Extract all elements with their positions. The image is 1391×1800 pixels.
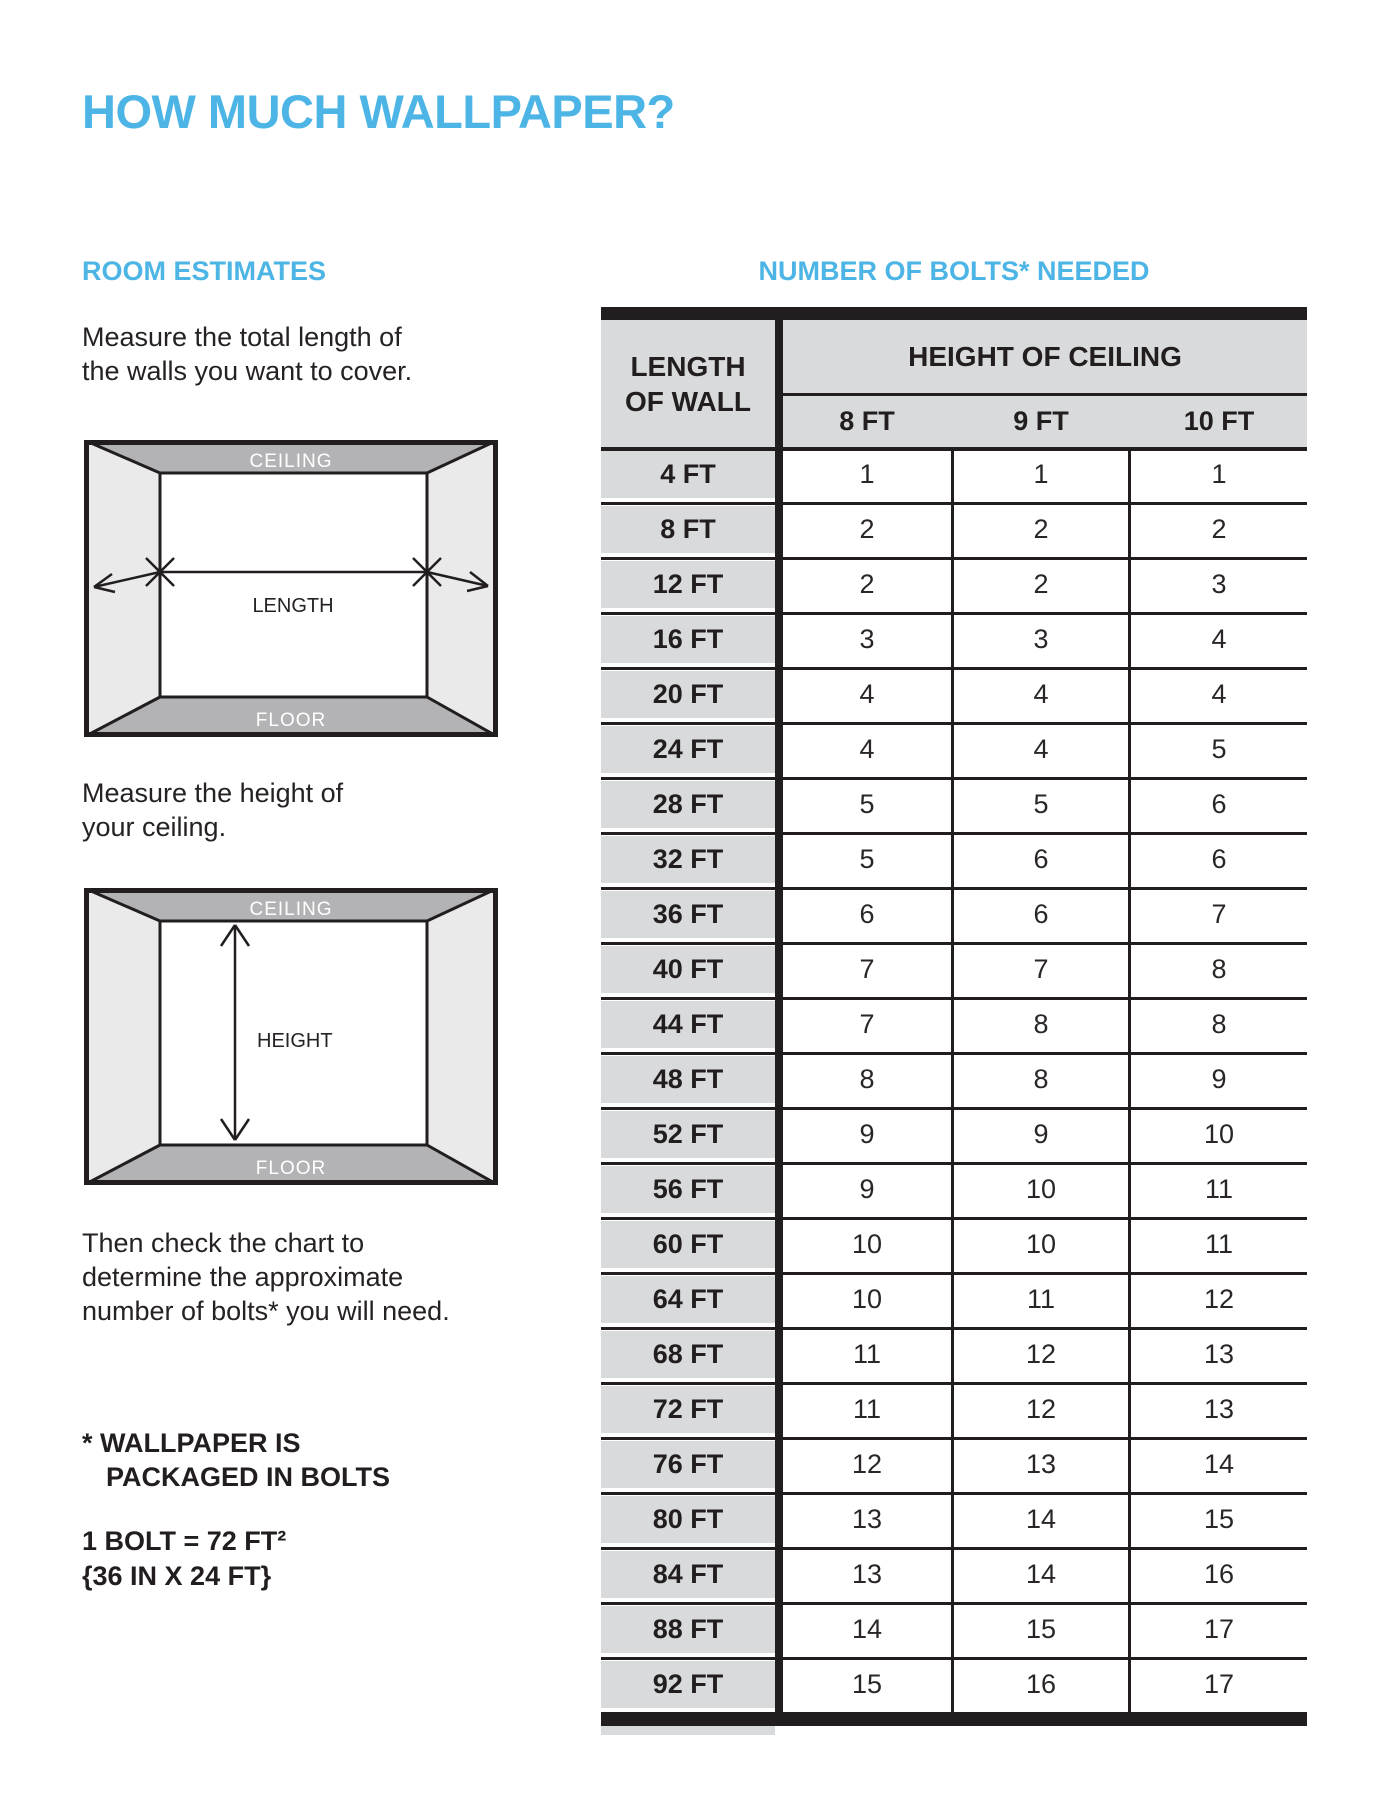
table-row [601, 1217, 1307, 1272]
header-line: OF WALL [625, 385, 751, 417]
table-row [601, 1492, 1307, 1547]
table-row [601, 1547, 1307, 1602]
table-row [601, 942, 1307, 997]
bolts-8ft-cell: 12 [851, 1449, 883, 1479]
bolts-10ft-cell: 12 [1203, 1284, 1235, 1314]
wall-length-cell: 92 FT [601, 1661, 775, 1708]
column-divider-thin [1128, 447, 1131, 1712]
height-label: HEIGHT [257, 1030, 333, 1052]
bolts-10ft-cell: 6 [1211, 789, 1227, 819]
bolts-10ft-cell: 7 [1211, 899, 1227, 929]
instruction-check-chart [82, 1226, 450, 1328]
table-rows [601, 447, 1307, 1712]
bolts-9ft-cell: 12 [1025, 1339, 1057, 1369]
height-of-ceiling-header [783, 320, 1307, 393]
bolts-9ft-cell: 7 [1033, 954, 1049, 984]
bolts-8ft-cell: 2 [859, 514, 875, 544]
table-row [601, 612, 1307, 667]
column-divider-thick [775, 320, 783, 1712]
bolts-10ft-cell: 4 [1211, 624, 1227, 654]
instruction-line: determine the approximate [82, 1262, 404, 1292]
instruction-measure-length [82, 320, 412, 388]
bolts-9ft-cell: 12 [1025, 1394, 1057, 1424]
table-row [601, 722, 1307, 777]
instruction-line: Measure the total length of [82, 322, 402, 352]
wall-length-cell: 52 FT [601, 1111, 775, 1158]
wall-length-cell: 8 FT [601, 506, 775, 553]
wall-length-cell: 4 FT [601, 451, 775, 498]
bolts-9ft-cell: 8 [1033, 1064, 1049, 1094]
column-header-10ft: 10 FT [1183, 406, 1255, 436]
instruction-line: Then check the chart to [82, 1228, 365, 1258]
bolt-size-note [82, 1524, 286, 1594]
bolts-9ft-cell: 13 [1025, 1449, 1057, 1479]
wall-length-cell: 36 FT [601, 891, 775, 938]
column-header-8ft: 8 FT [839, 406, 895, 436]
bolts-8ft-cell: 10 [851, 1229, 883, 1259]
wall-length-cell: 28 FT [601, 781, 775, 828]
length-label: LENGTH [252, 595, 334, 617]
table-row [601, 1107, 1307, 1162]
bolts-8ft-cell: 5 [859, 844, 875, 874]
bolts-8ft-cell: 14 [851, 1614, 883, 1644]
bolts-10ft-cell: 9 [1211, 1064, 1227, 1094]
bolts-8ft-cell: 9 [859, 1119, 875, 1149]
bolts-10ft-cell: 6 [1211, 844, 1227, 874]
wall-length-cell: 56 FT [601, 1166, 775, 1213]
header-text: HEIGHT OF CEILING [908, 340, 1182, 372]
bolts-8ft-cell: 3 [859, 624, 875, 654]
bolts-8ft-cell: 4 [859, 679, 875, 709]
wall-length-cell: 60 FT [601, 1221, 775, 1268]
table-row [601, 1437, 1307, 1492]
bolts-8ft-cell: 5 [859, 789, 875, 819]
bolts-8ft-cell: 15 [851, 1669, 883, 1699]
instruction-line: Measure the height of [82, 778, 344, 808]
bolts-10ft-cell: 2 [1211, 514, 1227, 544]
room-height-diagram [84, 888, 498, 1185]
header-line: LENGTH [630, 350, 746, 382]
table-row [601, 1602, 1307, 1657]
table-row [601, 1272, 1307, 1327]
wall-length-cell: 68 FT [601, 1331, 775, 1378]
table-row [601, 1657, 1307, 1712]
length-of-wall-header [601, 320, 775, 447]
table-row [601, 832, 1307, 887]
bolts-10ft-cell: 13 [1203, 1394, 1235, 1424]
bolts-10ft-cell: 5 [1211, 734, 1227, 764]
wall-length-cell: 64 FT [601, 1276, 775, 1323]
column-header-9ft: 9 FT [1013, 406, 1069, 436]
wallpaper-bolts-note [82, 1426, 390, 1494]
bolts-table [601, 307, 1307, 1739]
back-wall [160, 473, 427, 697]
bolts-10ft-cell: 11 [1204, 1229, 1234, 1259]
table-row [601, 1382, 1307, 1437]
table-row [601, 1327, 1307, 1382]
bolts-8ft-cell: 7 [859, 1009, 875, 1039]
ceiling-label: CEILING [249, 899, 333, 920]
wall-length-cell: 12 FT [601, 561, 775, 608]
bolts-8ft-cell: 1 [859, 459, 875, 489]
ceiling-height-columns [783, 396, 1307, 447]
bolts-10ft-cell: 15 [1203, 1504, 1235, 1534]
bolts-9ft-cell: 8 [1033, 1009, 1049, 1039]
wall-length-cell: 40 FT [601, 946, 775, 993]
table-row [601, 997, 1307, 1052]
left-wall [84, 888, 160, 1185]
bolts-10ft-cell: 11 [1204, 1174, 1234, 1204]
bolts-8ft-cell: 13 [851, 1559, 883, 1589]
right-wall [427, 440, 498, 737]
bolts-9ft-cell: 10 [1025, 1229, 1057, 1259]
bolts-10ft-cell: 3 [1211, 569, 1227, 599]
bolts-10ft-cell: 1 [1211, 459, 1227, 489]
bolts-9ft-cell: 14 [1025, 1504, 1057, 1534]
instruction-line: the walls you want to cover. [82, 356, 413, 386]
table-row [601, 667, 1307, 722]
label-column-footer-strip [601, 1726, 775, 1735]
bolts-9ft-cell: 1 [1033, 459, 1049, 489]
bolts-9ft-cell: 14 [1025, 1559, 1057, 1589]
wall-length-cell: 44 FT [601, 1001, 775, 1048]
table-row [601, 1162, 1307, 1217]
wall-length-cell: 24 FT [601, 726, 775, 773]
bolts-10ft-cell: 17 [1203, 1669, 1235, 1699]
bolts-9ft-cell: 15 [1025, 1614, 1057, 1644]
wall-length-cell: 20 FT [601, 671, 775, 718]
page-title: HOW MUCH WALLPAPER? [82, 85, 675, 138]
table-row [601, 887, 1307, 942]
bolts-8ft-cell: 6 [859, 899, 875, 929]
wall-length-cell: 84 FT [601, 1551, 775, 1598]
bolts-9ft-cell: 3 [1033, 624, 1049, 654]
instruction-line: number of bolts* you will need. [82, 1296, 450, 1326]
bolt-equals-line: 1 BOLT = 72 FT² [82, 1526, 287, 1556]
instruction-line: your ceiling. [82, 812, 227, 842]
instruction-measure-height [82, 776, 343, 844]
table-top-border [601, 307, 1307, 320]
table-row [601, 777, 1307, 832]
table-row [601, 447, 1307, 502]
column-divider-thin [951, 447, 954, 1712]
bolts-10ft-cell: 8 [1211, 1009, 1227, 1039]
bolts-9ft-cell: 6 [1033, 844, 1049, 874]
bolts-9ft-cell: 4 [1033, 679, 1049, 709]
wall-length-cell: 88 FT [601, 1606, 775, 1653]
bolts-10ft-cell: 8 [1211, 954, 1227, 984]
bolts-8ft-cell: 13 [851, 1504, 883, 1534]
bolts-10ft-cell: 10 [1203, 1119, 1235, 1149]
bolts-9ft-cell: 2 [1033, 514, 1049, 544]
bolts-9ft-cell: 16 [1025, 1669, 1057, 1699]
bolts-9ft-cell: 5 [1033, 789, 1049, 819]
bolts-10ft-cell: 17 [1203, 1614, 1235, 1644]
bolts-needed-heading: NUMBER OF BOLTS* NEEDED [758, 256, 1150, 286]
wall-length-cell: 80 FT [601, 1496, 775, 1543]
table-row [601, 1052, 1307, 1107]
bolts-8ft-cell: 7 [859, 954, 875, 984]
right-wall [427, 888, 498, 1185]
bolts-8ft-cell: 9 [859, 1174, 875, 1204]
wall-length-cell: 76 FT [601, 1441, 775, 1488]
bolts-10ft-cell: 13 [1203, 1339, 1235, 1369]
note-line: * WALLPAPER IS [82, 1428, 301, 1458]
table-row [601, 557, 1307, 612]
floor-label: FLOOR [255, 1158, 327, 1179]
bolts-10ft-cell: 4 [1211, 679, 1227, 709]
bolts-8ft-cell: 2 [859, 569, 875, 599]
bolts-8ft-cell: 4 [859, 734, 875, 764]
bolt-dimensions-line: {36 IN X 24 FT} [82, 1561, 272, 1591]
bolts-8ft-cell: 10 [851, 1284, 883, 1314]
wall-length-cell: 48 FT [601, 1056, 775, 1103]
room-length-diagram [84, 440, 498, 737]
bolts-9ft-cell: 11 [1026, 1284, 1056, 1314]
wall-length-cell: 32 FT [601, 836, 775, 883]
floor-label: FLOOR [255, 710, 327, 731]
room-estimates-heading: ROOM ESTIMATES [82, 256, 327, 286]
wall-length-cell: 16 FT [601, 616, 775, 663]
wall-length-cell: 72 FT [601, 1386, 775, 1433]
table-bottom-border [601, 1712, 1307, 1726]
bolts-9ft-cell: 2 [1033, 569, 1049, 599]
note-line: PACKAGED IN BOLTS [106, 1462, 391, 1492]
bolts-9ft-cell: 9 [1033, 1119, 1049, 1149]
ceiling-label: CEILING [249, 451, 333, 472]
bolts-8ft-cell: 8 [859, 1064, 875, 1094]
bolts-8ft-cell: 11 [852, 1394, 882, 1424]
bolts-9ft-cell: 4 [1033, 734, 1049, 764]
table-row [601, 502, 1307, 557]
bolts-8ft-cell: 11 [852, 1339, 882, 1369]
bolts-10ft-cell: 16 [1203, 1559, 1235, 1589]
bolts-10ft-cell: 14 [1203, 1449, 1235, 1479]
bolts-9ft-cell: 6 [1033, 899, 1049, 929]
bolts-9ft-cell: 10 [1025, 1174, 1057, 1204]
